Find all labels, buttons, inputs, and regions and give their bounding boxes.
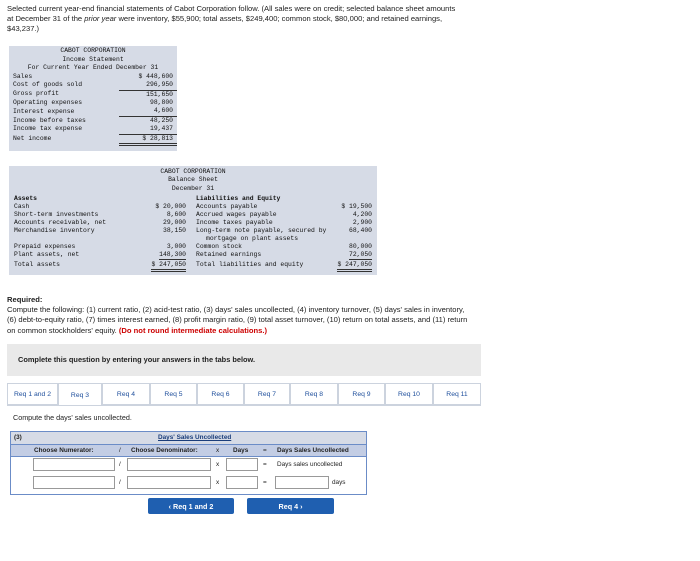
intro-line: at December 31 of the: [7, 14, 85, 24]
asset-value: $ 20,000: [155, 203, 186, 210]
intro-line: $43,237.): [7, 24, 40, 34]
row-label: Net income: [13, 135, 52, 143]
liability-label: mortgage on plant assets: [206, 235, 299, 242]
equals-symbol: =: [263, 447, 267, 454]
row-value: 48,250: [149, 116, 173, 124]
tab-req-6[interactable]: Req 6: [197, 383, 244, 405]
instruction-text: Complete this question by entering your answers in the tabs below.: [18, 355, 256, 364]
row-value: 98,800: [149, 99, 173, 106]
liability-label: Accrued wages payable: [196, 211, 277, 218]
days-input[interactable]: [226, 458, 258, 471]
tab-req-3[interactable]: Req 3: [58, 383, 102, 406]
required-section: [7, 295, 697, 336]
row-label: Cost of goods sold: [13, 81, 83, 89]
required-line: Compute the following: (1) current ratio, (2) acid-test ratio, (3) days' sales uncollected, (4) inventory turnover, (5) days' sales in inventory,: [7, 305, 465, 315]
table-row: [9, 219, 377, 227]
result-input[interactable]: [275, 476, 329, 489]
asset-value: 3,000: [166, 243, 186, 250]
balance-sheet: [9, 166, 377, 275]
liability-label: Total liabilities and equity: [196, 261, 304, 268]
table-row: [9, 211, 377, 219]
asset-label: Cash: [14, 203, 30, 210]
row-value: 4,600: [119, 107, 177, 116]
liability-label: Income taxes payable: [196, 219, 273, 226]
liability-value: 68,400: [348, 227, 372, 234]
tab-req-10[interactable]: Req 10: [385, 383, 433, 405]
income-statement: [9, 46, 177, 151]
divide-symbol: /: [119, 447, 121, 454]
tab-req-1-2[interactable]: Req 1 and 2: [7, 383, 58, 405]
numerator-input[interactable]: [33, 476, 115, 489]
row-label: Interest expense: [13, 107, 75, 115]
table-row: [9, 251, 377, 259]
liability-value: $ 247,050: [337, 261, 372, 272]
unit-label: days: [332, 479, 346, 486]
required-line: (6) debt-to-equity ratio, (7) times interest earned, (8) profit margin ratio, (9) total asset turnover, (10) return on total assets, and (11) return: [7, 315, 468, 325]
asset-label: Plant assets, net: [14, 251, 80, 258]
intro-line: were inventory, $55,900; total assets, $249,400; common stock, $80,000; and retained earnings,: [116, 14, 443, 24]
liability-label: Long-term note payable, secured by: [196, 227, 327, 234]
numerator-header: Choose Numerator:: [34, 447, 94, 454]
table-row: [9, 243, 377, 251]
table-row: [9, 99, 177, 107]
times-symbol: x: [216, 461, 220, 468]
balance-title: CABOT CORPORATION: [160, 168, 226, 175]
days-sales-uncollected-table: [10, 431, 367, 495]
liability-value: 80,000: [348, 243, 372, 250]
table-row: [9, 73, 177, 81]
asset-label: Total assets: [14, 261, 61, 268]
intro-italic: prior year: [84, 14, 117, 24]
asset-value: 148,300: [159, 251, 186, 258]
row-value: 296,950: [119, 81, 177, 90]
table-row: [9, 107, 177, 116]
liability-value: $ 19,500: [341, 203, 372, 210]
row-label: Sales: [13, 72, 33, 80]
next-req-button[interactable]: Req 4 ›: [247, 498, 334, 514]
result-label: Days sales uncollected: [277, 461, 343, 468]
liability-value: 72,050: [348, 251, 372, 258]
days-header: Days: [233, 447, 249, 454]
row-label: Income before taxes: [13, 116, 86, 124]
rounding-note: (Do not round intermediate calculations.): [118, 325, 267, 335]
row-value: 19,437: [119, 125, 177, 134]
tab-req-7[interactable]: Req 7: [244, 383, 290, 405]
problem-intro: [7, 4, 693, 35]
asset-label: Merchandise inventory: [14, 227, 95, 234]
table-row: [9, 81, 177, 90]
liability-label: Retained earnings: [196, 251, 262, 258]
assets-header: Assets: [14, 195, 38, 202]
intro-line: Selected current year-end financial statements of Cabot Corporation follow. (All sales were on credit; selected balance sheet amounts: [7, 4, 456, 13]
numerator-select[interactable]: [33, 458, 115, 471]
divide-symbol: /: [119, 461, 121, 468]
tab-req-4[interactable]: Req 4: [102, 383, 150, 405]
income-subtitle: Income Statement: [62, 55, 124, 63]
liability-value: 4,200: [352, 211, 372, 218]
row-label: Income tax expense: [13, 125, 83, 133]
required-heading: Required:: [7, 295, 43, 304]
row-value: 151,650: [146, 90, 173, 98]
row-value: $ 28,813: [119, 134, 177, 144]
liabilities-header: Liabilities and Equity: [196, 195, 281, 202]
row-value: $ 448,600: [138, 72, 173, 80]
table-row: [9, 125, 177, 134]
balance-date: December 31: [171, 184, 215, 192]
times-symbol: x: [216, 447, 220, 454]
liability-value: 2,900: [352, 219, 372, 226]
asset-label: Short-term investments: [14, 211, 99, 218]
question-prompt: Compute the days' sales uncollected.: [13, 413, 132, 422]
row-label: Operating expenses: [13, 99, 83, 106]
table-row: [9, 227, 377, 235]
divide-symbol: /: [119, 479, 121, 486]
denominator-select[interactable]: [127, 458, 211, 471]
result-header: Days Sales Uncollected: [277, 447, 349, 454]
part-number: (3): [14, 434, 22, 441]
asset-value: 8,600: [166, 211, 186, 218]
income-period: For Current Year Ended December 31: [27, 64, 159, 72]
table-row: [9, 90, 177, 99]
asset-label: Accounts receivable, net: [14, 219, 107, 226]
tab-bar: [7, 383, 481, 406]
equals-symbol: =: [263, 461, 267, 468]
equals-symbol: =: [263, 479, 267, 486]
denominator-input[interactable]: [127, 476, 211, 489]
table-row: [9, 203, 377, 211]
denominator-header: Choose Denominator:: [131, 447, 198, 454]
table-row: [9, 116, 177, 125]
asset-value: $ 247,050: [151, 261, 186, 272]
times-symbol: x: [216, 479, 220, 486]
tab-req-8[interactable]: Req 8: [290, 383, 338, 405]
tab-divider: [7, 405, 481, 406]
asset-value: 29,000: [162, 219, 186, 226]
tab-req-9[interactable]: Req 9: [338, 383, 385, 405]
income-title: CABOT CORPORATION: [60, 47, 126, 54]
instruction-banner: [7, 344, 481, 376]
table-title: Days' Sales Uncollected: [158, 434, 232, 441]
prev-req-button[interactable]: ‹ Req 1 and 2: [148, 498, 234, 514]
balance-subtitle: Balance Sheet: [168, 176, 218, 184]
table-row: [9, 261, 377, 269]
table-row: [9, 134, 177, 144]
row-label: Gross profit: [13, 90, 60, 98]
tab-req-5[interactable]: Req 5: [150, 383, 197, 405]
table-row: [9, 235, 377, 243]
liability-label: Common stock: [196, 243, 243, 250]
liability-label: Accounts payable: [196, 203, 258, 210]
required-line: on common stockholders' equity.: [7, 325, 119, 335]
tab-req-11[interactable]: Req 11: [433, 383, 481, 405]
asset-label: Prepaid expenses: [14, 243, 76, 250]
days-value-input[interactable]: [226, 476, 258, 489]
asset-value: 38,150: [162, 227, 186, 234]
